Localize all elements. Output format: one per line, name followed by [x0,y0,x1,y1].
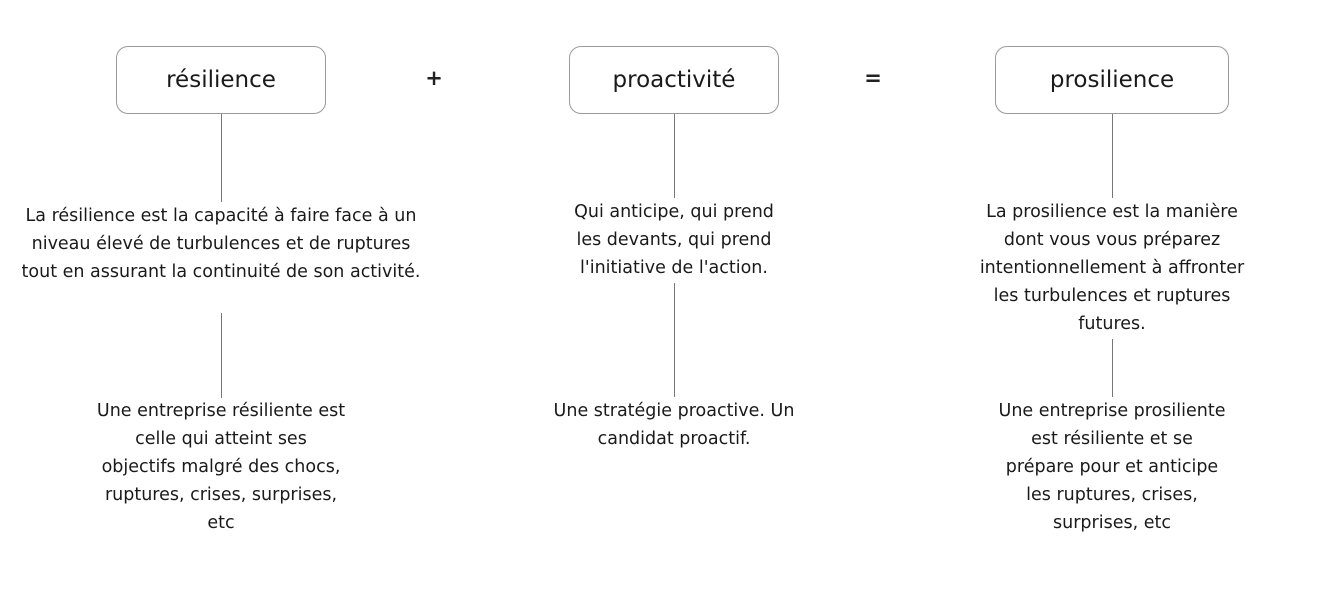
concept-title-resilience: résilience [166,67,276,93]
concept-box-proactivite [569,46,779,114]
concept-box-prosilience [995,46,1229,114]
connector-line-proactivite-2 [674,283,675,397]
connector-line-proactivite-1 [674,114,675,198]
example-text-prosilience: Une entreprise prosiliente est résiliente et se prépare pour et anticipe les ruptures, crises, surprises, etc [998,401,1226,533]
definition-text-prosilience: La prosilience est la manière dont vous vous préparez intentionnellement à affronter les turbulences et ruptures futures. [979,202,1245,334]
connector-line-prosilience-2 [1112,339,1113,397]
concept-box-resilience [116,46,326,114]
connector-line-prosilience-1 [1112,114,1113,198]
connector-line-resilience-1 [221,114,222,202]
equals-operator: = [864,66,882,90]
example-text-proactivite: Une stratégie proactive. Un candidat proactif. [553,401,795,449]
concept-title-proactivite: proactivité [612,67,736,93]
definition-text-proactivite: Qui anticipe, qui prend les devants, qui prend l'initiative de l'action. [574,202,774,278]
concept-title-prosilience: prosilience [1049,67,1175,93]
plus-operator: + [425,66,443,90]
example-text-resilience: Une entreprise résiliente est celle qui atteint ses objectifs malgré des chocs, ruptures, crises, surprises, etc [96,401,346,533]
connector-line-resilience-2 [221,313,222,398]
definition-text-resilience: La résilience est la capacité à faire face à un niveau élevé de turbulences et de ruptures tout en assurant la continuité de son activité. [21,206,421,282]
